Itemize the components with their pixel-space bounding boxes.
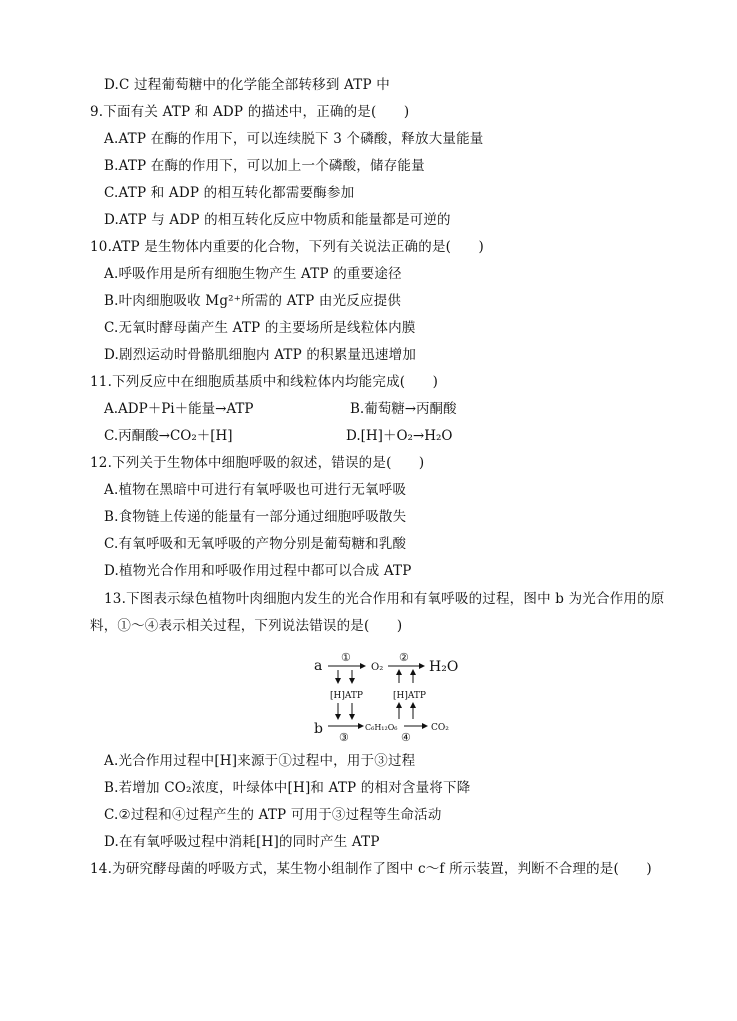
- question-9: 9.下面有关 ATP 和 ADP 的描述中，正确的是( ): [90, 104, 410, 120]
- option-9a: A.ATP 在酶的作用下，可以连续脱下 3 个磷酸，释放大量能量: [104, 131, 484, 147]
- process-1: ①: [341, 651, 351, 664]
- label-glucose: C₆H₁₂O₆: [365, 723, 398, 732]
- question-11: 11.下列反应中在细胞质基质中和线粒体内均能完成( ): [90, 374, 439, 390]
- option-13b: B.若增加 CO₂浓度，叶绿体中[H]和 ATP 的相对含量将下降: [104, 780, 471, 796]
- option-12b: B.食物链上传递的能量有一部分通过细胞呼吸散失: [104, 509, 407, 525]
- option-10c: C.无氧时酵母菌产生 ATP 的主要场所是线粒体内膜: [104, 320, 416, 336]
- option-13d: D.在有氧呼吸过程中消耗[H]的同时产生 ATP: [104, 834, 380, 850]
- label-a: a: [314, 658, 323, 674]
- process-2: ②: [399, 651, 409, 664]
- option-12d: D.植物光合作用和呼吸作用过程中都可以合成 ATP: [104, 563, 412, 579]
- question-12: 12.下列关于生物体中细胞呼吸的叙述，错误的是( ): [90, 455, 425, 471]
- option-11b: B.葡萄糖→丙酮酸: [350, 401, 457, 417]
- process-3: ③: [339, 731, 349, 744]
- question-14: 14.为研究酵母菌的呼吸方式，某生物小组制作了图中 c～f 所示装置，判断不合理的是( ): [90, 861, 652, 877]
- option-8d: D.C 过程葡萄糖中的化学能全部转移到 ATP 中: [104, 77, 390, 93]
- option-13a: A.光合作用过程中[H]来源于①过程中，用于③过程: [104, 753, 416, 769]
- option-12a: A.植物在黑暗中可进行有氧呼吸也可进行无氧呼吸: [104, 482, 407, 498]
- option-12c: C.有氧呼吸和无氧呼吸的产物分别是葡萄糖和乳酸: [104, 536, 407, 552]
- question-13: 13.下图表示绿色植物叶肉细胞内发生的光合作用和有氧呼吸的过程，图中 b 为光合作用的原料，①～④表示相关过程，下列说法错误的是( ): [90, 591, 665, 634]
- option-10a: A.呼吸作用是所有细胞生物产生 ATP 的重要途径: [104, 266, 402, 282]
- question-10: 10.ATP 是生物体内重要的化合物，下列有关说法正确的是( ): [90, 239, 484, 255]
- option-10b: B.叶肉细胞吸收 Mg²⁺所需的 ATP 由光反应提供: [104, 293, 402, 309]
- label-co2: CO₂: [431, 723, 449, 733]
- option-9d: D.ATP 与 ADP 的相互转化反应中物质和能量都是可逆的: [104, 212, 451, 228]
- option-13c: C.②过程和④过程产生的 ATP 可用于③过程等生命活动: [104, 807, 442, 823]
- label-hatp-left: [H]ATP: [330, 691, 363, 701]
- label-h2o: H₂O: [429, 659, 459, 675]
- option-9b: B.ATP 在酶的作用下，可以加上一个磷酸，储存能量: [104, 158, 425, 174]
- label-o2: O₂: [371, 662, 384, 673]
- option-10d: D.剧烈运动时骨骼肌细胞内 ATP 的积累量迅速增加: [104, 347, 417, 363]
- option-9c: C.ATP 和 ADP 的相互转化都需要酶参加: [104, 185, 355, 201]
- label-hatp-right: [H]ATP: [393, 691, 426, 701]
- photosynthesis-respiration-diagram: [308, 648, 478, 744]
- label-b: b: [314, 721, 323, 737]
- option-11a: A.ADP＋Pi＋能量→ATP: [104, 401, 254, 417]
- process-4: ④: [401, 731, 411, 744]
- option-11c: C.丙酮酸→CO₂＋[H]: [104, 428, 233, 444]
- option-11d: D.[H]＋O₂→H₂O: [346, 428, 453, 444]
